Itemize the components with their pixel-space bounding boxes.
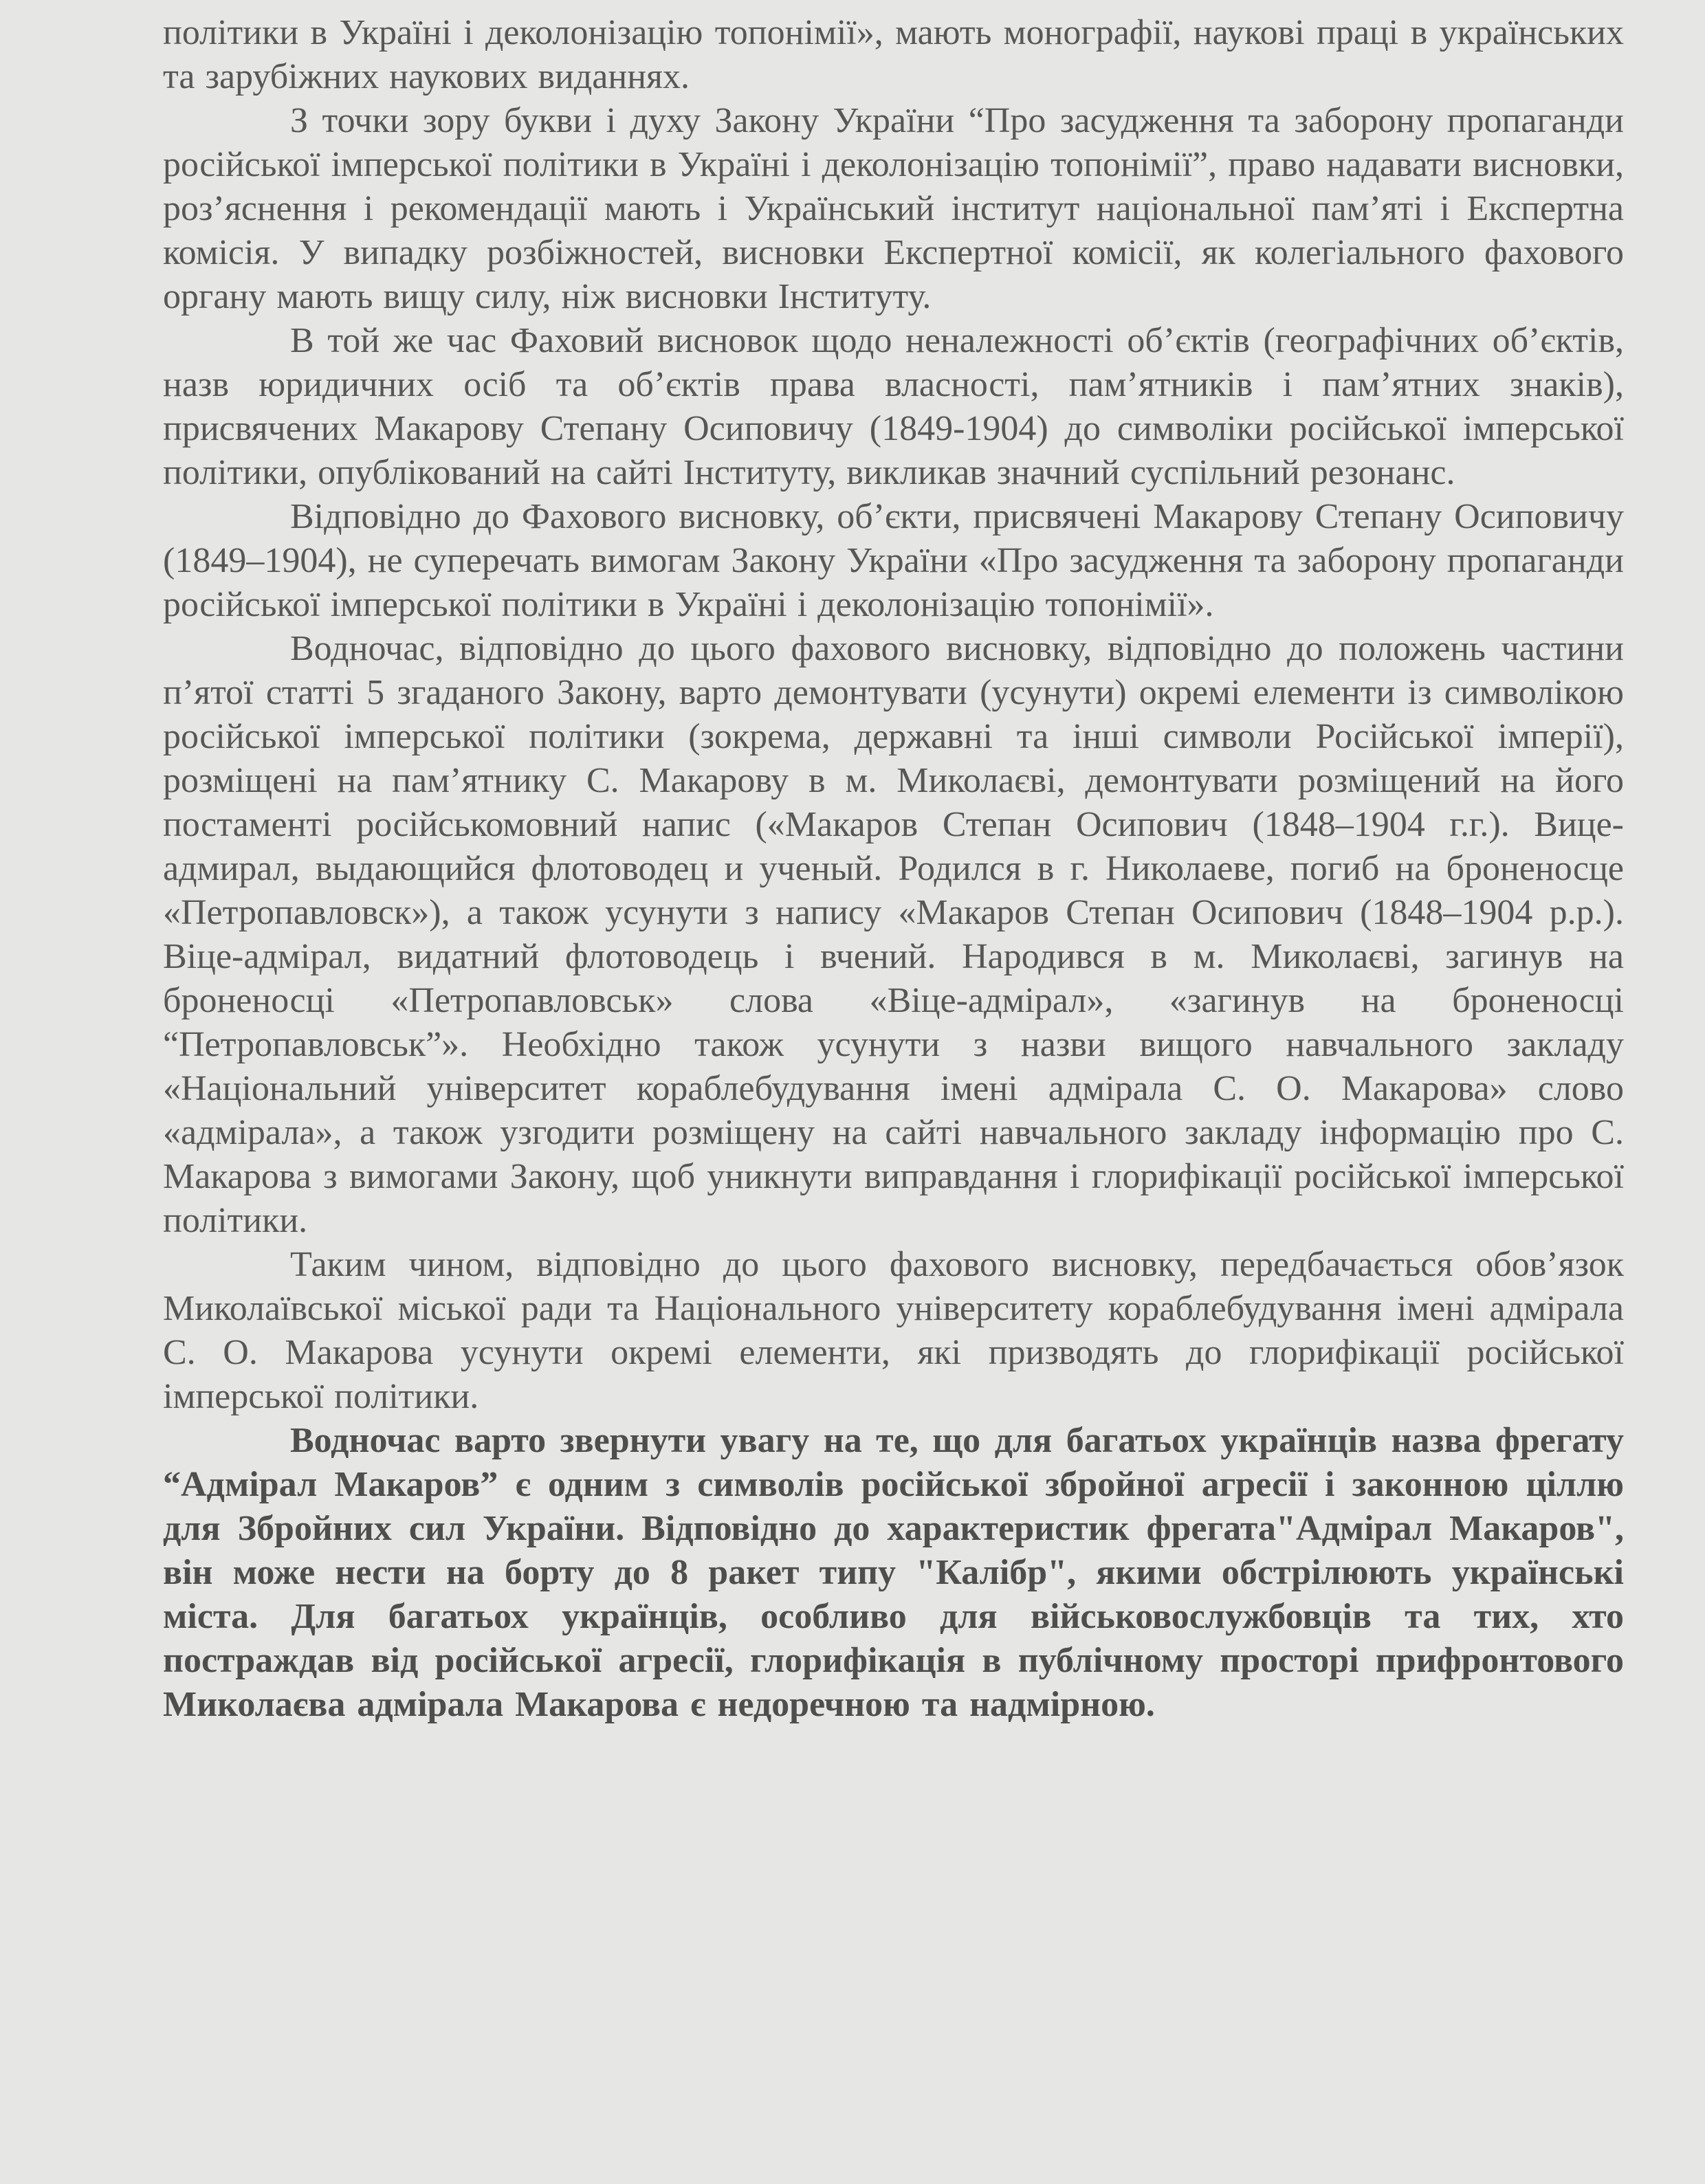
paragraph-dismantling-elements: Водночас, відповідно до цього фахового висновку, відповідно до положень частини п’ятої статті 5 згаданого Закону, варто демонтувати (усунути) окремі елементи із символікою російської імперської політики (зокрема, державні та інші символи Російської імперії), розміщені на пам’ятнику С. Макарову в м. Миколаєві, демонтувати розміщений на його постаменті російськомовний напис («Макаров Степан Осипович (1848–1904 г.г.). Вице-адмирал, выдающийся флотоводец и ученый. Родился в г. Николаеве, погиб на броненосце «Петропавловск»), а також усунути з напису «Макаров Степан Осипович (1848–1904 р.р.). Віце-адмірал, видатний флотоводець і вчений. Народився в м. Миколаєві, загинув на броненосці «Петропавловськ» слова «Віце-адмірал», «загинув на броненосці “Петропавловськ”». Необхідно також усунути з назви вищого навчального закладу «Національний університет кораблебудування імені адмірала С. О. Макарова» слово «адмірала», а також узгодити розміщену на сайті навчального закладу інформацію про С. Макарова з вимогами Закону, щоб уникнути виправдання і глорифікації російської імперської політики. [163,629,1624,1240]
paragraph-expert-conclusion-resonance: В той же час Фаховий висновок щодо неналежності об’єктів (географічних об’єктів, назв юридичних осіб та об’єктів права власності, пам’ятників і пам’ятних знаків), присвячених Макарову Степану Осиповичу (1849-1904) до символіки російської імперської політики, опублікований на сайті Інституту, викликав значний суспільний резонанс. [163,321,1624,492]
paragraph-law-letter-and-spirit: З точки зору букви і духу Закону України “Про засудження та заборону пропаганди російської імперської політики в Україні і деколонізацію топонімії”, право надавати висновки, роз’яснення і рекомендації мають і Український інститут національної пам’яті і Експертна комісія. У випадку розбіжностей, висновки Експертної комісії, як колегіального фахового органу мають вищу силу, ніж висновки Інституту. [163,101,1624,316]
paragraph-continuation: політики в Україні і деколонізацію топонімії», мають монографії, наукові праці в українських та зарубіжних наукових виданнях. [163,13,1624,96]
paragraph-obligation-city-council: Таким чином, відповідно до цього фахового висновку, передбачається обов’язок Миколаївської міської ради та Національного університету кораблебудування імені адмірала С. О. Макарова усунути окремі елементи, які призводять до глорифікації російської імперської політики. [163,1245,1624,1416]
paragraph-frigate-admiral-makarov-bold: Водночас варто звернути увагу на те, що для багатьох українців назва фрегату “Адмірал Макаров” є одним з символів російської збройної агресії і законною ціллю для Збройних сил України. Відповідно до характеристик фрегата"Адмірал Макаров", він може нести на борту до 8 ракет типу "Калібр", якими обстрілюють українські міста. Для багатьох українців, особливо для військовослужбовців та тих, хто постраждав від російської агресії, глорифікація в публічному просторі прифронтового Миколаєва адмірала Макарова є недоречною та надмірною. [163,1421,1624,1724]
paragraph-objects-not-contradicting: Відповідно до Фахового висновку, об’єкти, присвячені Макарову Степану Осиповичу (1849–1904), не суперечать вимогам Закону України «Про засудження та заборону пропаганди російської імперської політики в Україні і деколонізацію топонімії». [163,497,1624,624]
